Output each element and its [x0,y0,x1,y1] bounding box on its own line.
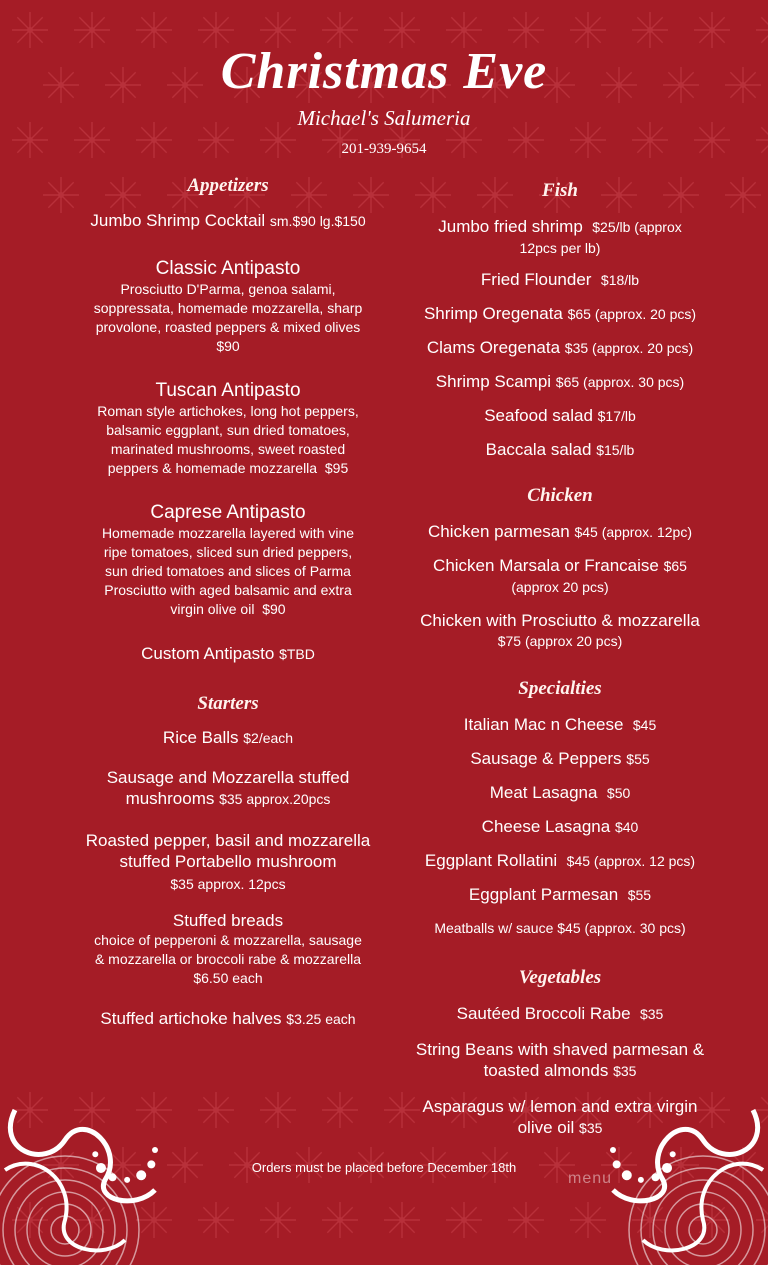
appetizers-heading: Appetizers [187,175,269,196]
menu-item-eggplant-rollatini: Eggplant Rollatini $45 (approx. 12 pcs) [424,851,696,870]
menu-item-artichoke-halves: Stuffed artichoke halves $3.25 each [100,1009,356,1028]
right-column [398,180,722,1139]
star-ornament [322,1092,358,1128]
menu-item-fried-shrimp: Jumbo fried shrimp $25/lb (approx 12pcs per lb) [438,217,682,256]
menu-item-caprese-antipasto: Caprese Antipasto [150,502,306,523]
menu-item-rice-balls: Rice Balls $2/each [162,728,294,747]
star-ornament [136,1092,172,1128]
menu-item-classic-antipasto: Classic Antipasto [155,258,301,279]
menu-item-shrimp-scampi: Shrimp Scampi $65 (approx. 30 pcs) [435,372,685,391]
menu-item-meatballs: Meatballs w/ sauce $45 (approx. 30 pcs) [434,920,686,936]
menu-item-asparagus: Asparagus w/ lemon and extra virgin olive oil $35 [422,1097,698,1137]
menu-item-clams-oregenata: Clams Oregenata $35 (approx. 20 pcs) [426,338,694,357]
menu-item-seafood-salad: Seafood salad $17/lb [484,406,636,425]
star-ornament [12,1092,48,1128]
menu-item-chicken-prosciutto: Chicken with Prosciutto & mozzarella $75 (approx 20 pcs) [420,611,700,649]
star-ornament [756,1202,768,1238]
star-ornament [198,1092,234,1128]
menu-item-cheese-lasagna: Cheese Lasagna $40 [481,817,639,836]
menu-item-sausage-mushrooms: Sausage and Mozzarella stuffed mushrooms $35 approx.20pcs [106,768,350,808]
menu-item-custom-antipasto: Custom Antipasto $TBD [141,644,315,663]
swirl-ornament [0,1110,158,1265]
menu-item-meat-lasagna: Meat Lasagna $50 [489,783,631,802]
star-ornament [136,1202,172,1238]
menu-item-shrimp-oregenata: Shrimp Oregenata $65 (approx. 20 pcs) [423,304,697,323]
order-deadline-note: Orders must be placed before December 18th [251,1160,517,1175]
left-column [40,175,416,1030]
phone-number[interactable]: 201-939-9654 [341,141,427,157]
star-ornament [632,1202,668,1238]
menu-item-shrimp-cocktail: Jumbo Shrimp Cocktail sm.$90 lg.$150 [90,211,366,230]
starters-heading: Starters [197,693,259,714]
item-description: Prosciutto D'Parma, genoa salami, soppressata, homemade mozzarella, sharp provolone, roasted peppers & mixed olives $90 [93,281,363,354]
star-ornament [260,1202,296,1238]
menu-item-baccala-salad: Baccala salad $15/lb [485,440,635,459]
menu-item-stuffed-breads: Stuffed breads [172,911,284,930]
star-ornament [198,1202,234,1238]
star-ornament [725,177,761,213]
menu-item-mac-n-cheese: Italian Mac n Cheese $45 [463,715,657,734]
menu-title: Christmas Eve [220,43,548,100]
menu-item-broccoli-rabe: Sautéed Broccoli Rabe $35 [456,1004,664,1023]
menu-item-chicken-parmesan: Chicken parmesan $45 (approx. 12pc) [427,522,692,541]
menu-item-fried-flounder: Fried Flounder $18/lb [480,270,640,289]
watermark-logo: menu [567,1170,613,1187]
item-description: choice of pepperoni & mozzarella, sausage & mozzarella or broccoli rabe & mozzarella $6.50 each [94,932,362,986]
menu-item-chicken-marsala: Chicken Marsala or Francaise $65 (approx 20 pcs) [433,556,687,595]
vegetables-heading: Vegetables [518,967,602,988]
star-ornament [508,1202,544,1238]
star-ornament [260,1092,296,1128]
item-description: Homemade mozzarella layered with vine ripe tomatoes, sliced sun dried peppers, sun dried tomatoes and slices of Parma Prosciutto with aged balsamic and extra virgin olive oil $90 [101,525,355,617]
fish-heading: Fish [542,180,578,201]
menu-item-sausage-peppers: Sausage & Peppers $55 [470,749,650,768]
star-ornament [74,1092,110,1128]
item-description: Roman style artichokes, long hot peppers, balsamic eggplant, sun dried tomatoes, marinated mushrooms, sweet roasted peppers & homemade mozzarella $95 [97,403,359,476]
menu-item-portabello: Roasted pepper, basil and mozzarella stuffed Portabello mushroom $35 approx. 12pcs [85,831,371,892]
restaurant-name: Michael's Salumeria [297,106,471,130]
star-ornament [12,1202,48,1238]
star-ornament [570,1202,606,1238]
specialties-heading: Specialties [518,678,602,699]
menu-item-tuscan-antipasto: Tuscan Antipasto [155,380,301,401]
chicken-heading: Chicken [527,485,593,506]
star-ornament [322,1202,358,1238]
star-ornament [446,1202,482,1238]
star-ornament [384,1202,420,1238]
menu-item-string-beans: String Beans with shaved parmesan & toasted almonds $35 [415,1040,705,1080]
menu-item-eggplant-parmesan: Eggplant Parmesan $55 [468,885,652,904]
